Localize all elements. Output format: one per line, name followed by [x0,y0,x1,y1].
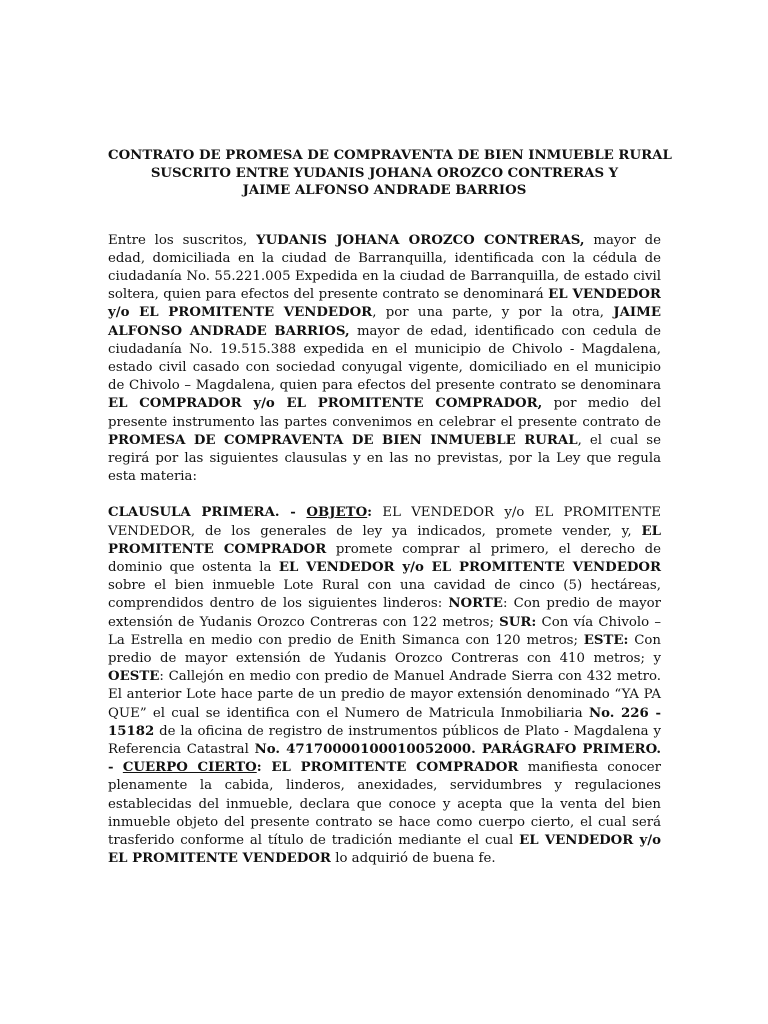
registry-number: No. 226 - 15182 [108,705,661,739]
seller-role: EL VENDEDOR y/o EL PROMITENTE VENDEDOR [278,559,662,575]
text-run: : Con predio de mayor extensión de Yudanis Orozco Contreras con 122 metros; [108,596,661,630]
text-run: manifiesta conocer plenamente la cabida, linderos, anexidades, servidumbres y regulaciones establecidas del inmueble, declara que conoce y acepta que la venta del bien inmueble objeto del presente contrato se hace como cuerpo cierto, el cual será trasferido conforme al título de tradición mediante el cual [108,760,661,848]
text-run: , el cual se regirá por las siguientes clausulas y en las no previstas, por la Ley que regula esta materia: [108,432,662,485]
text-run: : [367,505,373,521]
document-page [108,147,672,868]
boundary-south-label: SUR: [499,614,537,630]
text-run: mayor de edad, domiciliada en la ciudad de Barranquilla, identificada con la cédula de ciudadanía No. 55.221.005 Expedida en la ciudad de Barranquilla, de estado civil soltera, quien para efectos del presente contrato se denominará [108,232,661,303]
paragraph-parties [108,232,661,487]
text-run: : Callejón en medio con predio de Manuel Andrade Sierra con 432 metro. El anterior Lote hace parte de un predio de mayor extensión denominado “YA PA QUE” el cual se identifica con el Numero de Matricula Inmobiliaria [108,669,661,721]
buyer-role: : EL PROMITENTE COMPRADOR [256,760,519,776]
title-line-3: JAIME ALFONSO ANDRADE BARRIOS [242,183,527,198]
boundary-east-label: ESTE: [583,632,629,648]
text-run: Con predio de mayor extensión de Yudanis Orozco Contreras con 410 metros; y [108,632,661,666]
boundary-west-label: OESTE [108,669,160,685]
clause-object-label: OBJETO [306,505,368,521]
text-run: Con vía Chivolo – La Estrella en medio con predio de Enith Simanca con 120 metros; [108,614,661,648]
text-run: EL VENDEDOR y/o EL PROMITENTE VENDEDOR, de los generales de ley ya indicados, promete vender, y, [108,505,661,539]
seller-role: EL VENDEDOR y/o EL PROMITENTE VENDEDOR [108,287,661,321]
seller-role: EL VENDEDOR y/o EL PROMITENTE VENDEDOR [108,833,661,867]
text-run: de la oficina de registro de instrumentos públicos de Plato - Magdalena y Referencia Catastral [108,723,661,757]
text-run: lo adquirió de buena fe. [330,851,496,867]
seller-name: YUDANIS JOHANA OROZCO CONTRERAS, [256,232,585,248]
buyer-name: JAIME ALFONSO ANDRADE BARRIOS, [108,305,661,339]
text-run [114,760,123,775]
title-line-2: SUSCRITO ENTRE YUDANIS JOHANA OROZCO CONTRERAS Y [150,165,619,181]
text-run: por medio del presente instrumento las partes convenimos en celebrar el presente contrato de [108,396,661,430]
document-title [108,147,672,200]
paragraph-clause-one [108,504,661,868]
title-line-1: CONTRATO DE PROMESA DE COMPRAVENTA DE BIEN INMUEBLE RURAL [108,148,672,163]
boundary-north-label: NORTE [448,596,503,612]
text-run: sobre el bien inmueble Lote Rural con una cavidad de cinco (5) hectáreas, comprendidos dentro de los siguientes linderos: [108,578,661,612]
cadastral-reference: No. 47170000100010052000. PARÁGRAFO PRIMERO. - [108,741,662,776]
buyer-role: EL COMPRADOR y/o EL PROMITENTE COMPRADOR, [108,396,543,412]
buyer-role: EL PROMITENTE COMPRADOR [108,523,661,557]
text-run: promete comprar al primero, el derecho de dominio que ostenta la [108,541,662,575]
text-run: , por una parte, y por la otra, [372,305,614,321]
paragraph-cuerpo-cierto-label: CUERPO CIERTO [122,760,257,776]
contract-type: PROMESA DE COMPRAVENTA DE BIEN INMUEBLE RURAL [108,432,578,448]
text-run: mayor de edad, identificado con cedula de ciudadanía No. 19.515.388 expedida en el municipio de Chivolo - Magdalena, estado civil casado con sociedad conyugal vigente, domiciliado en el municipio de Chivolo – Magdalena, quien para efectos del presente contrato se denominara [108,323,661,394]
text-run: Entre los suscritos, [108,232,257,248]
clause-heading: CLAUSULA PRIMERA. - [108,505,307,521]
